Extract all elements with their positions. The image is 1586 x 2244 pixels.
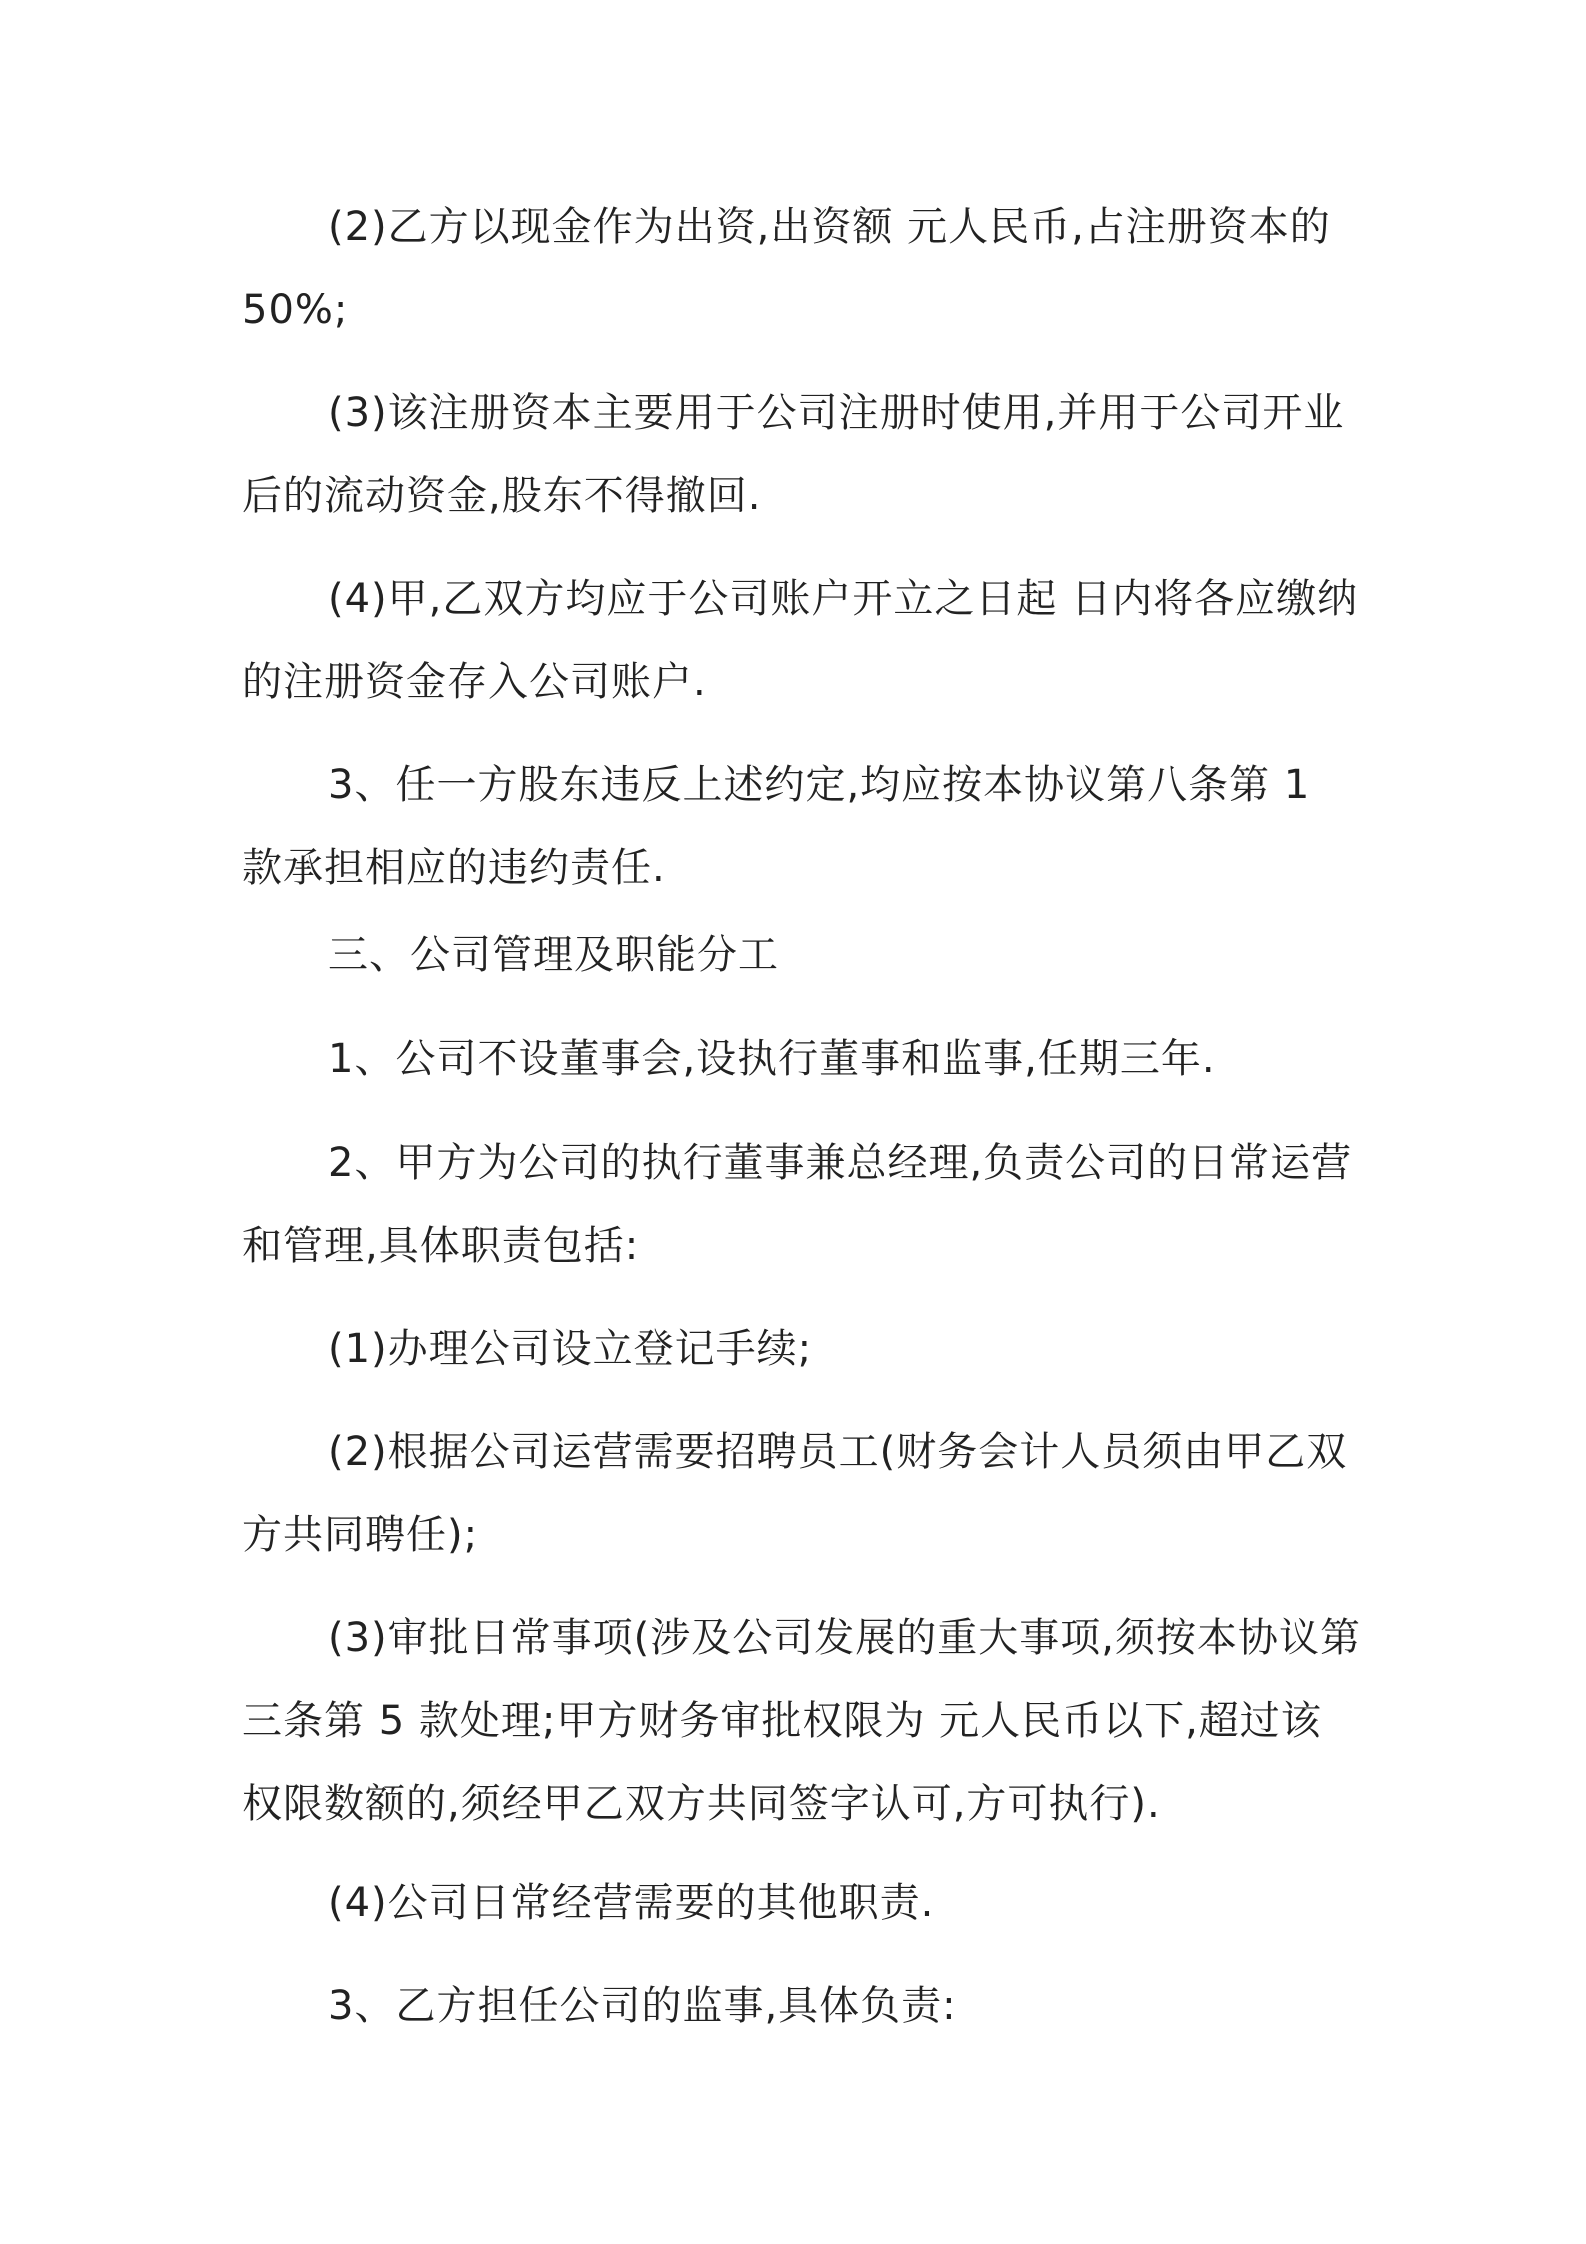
paragraph-capital-contribution-b: (2)乙方以现金作为出资,出资额 元人民币,占注册资本的 50%; xyxy=(242,204,1331,333)
paragraph-capital-usage: (3)该注册资本主要用于公司注册时使用,并用于公司开业后的流动资金,股东不得撤回. xyxy=(242,390,1345,519)
paragraph-breach-liability: 3、任一方股东违反上述约定,均应按本协议第八条第 1 款承担相应的违约责任. xyxy=(242,762,1311,891)
paragraph-board-setup: 1、公司不设董事会,设执行董事和监事,任期三年. xyxy=(328,1036,1216,1082)
paragraph-executive-director: 2、甲方为公司的执行董事兼总经理,负责公司的日常运营和管理,具体职责包括: xyxy=(242,1140,1353,1269)
paragraph-duty-hiring: (2)根据公司运营需要招聘员工(财务会计人员须由甲乙双方共同聘任); xyxy=(242,1429,1348,1558)
paragraph-supervisor: 3、乙方担任公司的监事,具体负责: xyxy=(328,1983,957,2029)
paragraph-duty-other: (4)公司日常经营需要的其他职责. xyxy=(328,1880,935,1926)
paragraph-duty-approval: (3)审批日常事项(涉及公司发展的重大事项,须按本协议第三条第 5 款处理;甲方财务审批权限为 元人民币以下,超过该权限数额的,须经甲乙双方共同签字认可,方可执行). xyxy=(242,1615,1361,1827)
paragraph-capital-deposit: (4)甲,乙双方均应于公司账户开立之日起 日内将各应缴纳的注册资金存入公司账户. xyxy=(242,576,1359,705)
paragraph-duty-registration: (1)办理公司设立登记手续; xyxy=(328,1326,813,1372)
section-heading-management: 三、公司管理及职能分工 xyxy=(328,932,779,978)
